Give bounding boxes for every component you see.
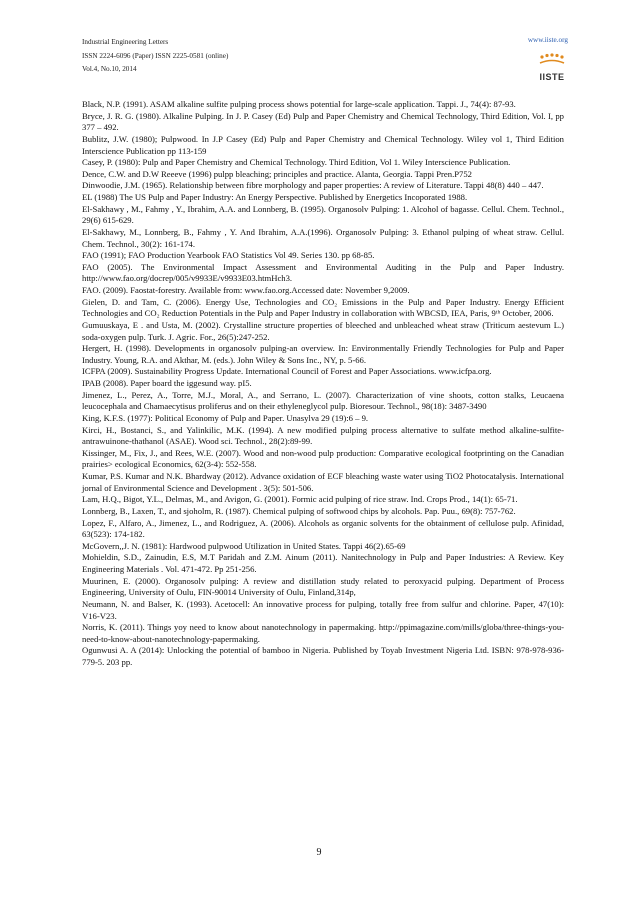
reference-entry: King, K.F.S. (1977): Political Economy of Pulp and Paper. Unasylva 29 (19):6 – 9. bbox=[82, 412, 369, 423]
reference-entry: Black, N.P. (1991). ASAM alkaline sulfite pulping process shows potential for large-scale application. Tappi. J., 74(4): 87-93. bbox=[82, 99, 516, 109]
reference-entry: Gielen, D. and Tam, C. (2006). Energy Use, Technologies and CO₂ Emissions in the Pulp and Paper Industry. Energy Efficient Technologies and CO₂ Reduction Potentials in the Pulp and Paper Industry in collaboration with WBCSD, IEA, Paris, 9ᵗʰ October, 2006. bbox=[82, 296, 564, 319]
reference-entry: EL (1988) The US Pulp and Paper Industry: An Energy Perspective. Published by Energetics Incoporated 1988. bbox=[82, 192, 468, 202]
journal-issn: ISSN 2224-6096 (Paper) ISSN 2225-0581 (online) bbox=[82, 51, 229, 60]
journal-url-link[interactable]: www.iiste.org bbox=[527, 36, 568, 44]
journal-volume: Vol.4, No.10, 2014 bbox=[82, 65, 137, 73]
reference-entry: El-Sakhawy, M., Lonnberg, B., Fahmy , Y. And Ibrahim, A.A.(1996). Organosolv Pulping: 3. Ethanol pulping of wheat straw. Cellul. Chem. Technol., 30(2): 161-174. bbox=[82, 226, 564, 249]
reference-entry: Casey, P. (1980): Pulp and Paper Chemistry and Chemical Technology. Third Edition, Vol 1. Wiley Interscience Publication. bbox=[82, 157, 511, 168]
reference-entry: Gumuuskaya, E . and Usta, M. (2002). Crystalline structure properties of bleeched and unbleached wheat straw (Triticum aestevum L.) soda-oxygen pulp. Turk. J. Agric. For., 26(5):247-252. bbox=[82, 319, 564, 342]
reference-entry: Norris, K. (2011). Things yoy need to know about nanotechnology in papermaking. http://ppimagazine.com/mills/globa/three-things-you-need-to-know-about-nanotechnology-papermaking. bbox=[82, 622, 564, 644]
reference-entry: Neumann, N. and Balser, K. (1993). Acetocell: An innovative process for pulping, totally free from sulfur and chlorine. Paper, 47(10): V16-V23. bbox=[82, 598, 564, 621]
reference-entry: Kissinger, M., Fix, J., and Rees, W.E. (2007). Wood and non-wood pulp production: Comparative ecological footprinting on the Canadian prairies> ecological Economics, 62(3-4): 552-558. bbox=[82, 447, 564, 470]
reference-entry: Lopez, F., Alfaro, A., Jimenez, L., and Rodriguez, A. (2006). Alcohols as organic solvents for the obtainment of cellulose pulp. Afinidad, 63(523): 174-182. bbox=[82, 517, 564, 540]
journal-header bbox=[82, 36, 228, 77]
reference-entry: Mohieldin, S.D., Zainudin, E.S, M.T Paridah and Z.M. Ainum (2011). Nanitechnology in Pulp and Paper Industries: A Review. Key Engineering Materials . Vol. 471-472. Pp 251-256. bbox=[82, 552, 564, 574]
reference-entry: ICFPA (2009). Sustainability Progress Update. International Council of Forest and Paper Associations. www.icfpa.org. bbox=[82, 366, 492, 377]
reference-entry: Jimenez, L., Perez, A., Torre, M.J., Moral, A., and Serrano, L. (2007). Characterization of vine shoots, cotton stalks, Leucaena leucocephala and Chamaecytisus proliferus and on their ethyleneglycol pulp. Bioresour. Technol., 98(18): 3487-3490 bbox=[82, 389, 564, 412]
reference-entry: Hergert, H. (1998). Developments in organosolv pulping-an overview. In: Environmentally Friendly Technologies for Pulp and Paper Industry. Young, R.A. and Akthar, M. (eds.). John Wiley & Sons Inc., NY, p. 5-66. bbox=[82, 343, 564, 365]
reference-list bbox=[82, 99, 564, 669]
reference-entry: Muurinen, E. (2000). Organosolv pulping: A review and distillation study related to peroxyacid pulping. Department of Process Engineering, University of Oulu, FIN-90014 University of Oulu, Finland,314p, bbox=[82, 575, 564, 598]
reference-entry: Dence, C.W. and D.W Reeeve (1996) pulpp bleaching; principles and practice. Alanta, Georgia. Tappi Pren.P752 bbox=[82, 168, 472, 179]
reference-entry: FAO. (2009). Faostat-forestry. Available from: www.fao.org.Accessed date: November 9,2009. bbox=[82, 285, 410, 295]
journal-title: Industrial Engineering Letters bbox=[82, 38, 169, 46]
reference-entry: Dinwoodie, J.M. (1965). Relationship between fibre morphology and paper properties: A review of Literature. Tappi 48(8) 440 – 447. bbox=[82, 180, 544, 191]
reference-entry: Bublitz, J.W. (1980); Pulpwood. In J.P Casey (Ed) Pulp and Paper Chemistry and Chemical Technology. Wiley vol 1, Third Edition Interscience Publication pp 113-159 bbox=[82, 133, 564, 156]
reference-entry: Kirci, H., Bostanci, S., and Yalinkilic, M.K. (1994). A new modified pulping process alternative to sulfate method alkaline-sulfite-antrawuinone-thathanol (ASAE). Wood sci. Technol., 28(2):89-99. bbox=[82, 424, 564, 447]
reference-entry: McGovern,,J. N. (1981): Hardwood pulpwood Utilization in United States. Tappi 46(2).65-69 bbox=[82, 540, 406, 551]
reference-entry: El-Sakhawy , M., Fahmy , Y., Ibrahim, A.A. and Lonnberg, B. (1995). Organosolv Pulping: 1. Alcohol of bagasse. Cellul. Chem. Technol., 29(6) 615-629. bbox=[82, 203, 564, 226]
reference-entry: Bryce, J. R. G. (1980). Alkaline Pulping. In J. P. Casey (Ed) Pulp and Paper Chemistry and Chemical Technology, Third Edition, Vol. I, pp 377 – 492. bbox=[82, 110, 564, 133]
reference-entry: FAO (1991); FAO Production Yearbook FAO Statistics Vol 49. Series 130. pp 68-85. bbox=[82, 250, 375, 261]
reference-entry: Lonnberg, B., Laxen, T., and sjoholm, R. (1987). Chemical pulping of softwood chips by alcohols. Pap. Puu., 69(8): 757-762. bbox=[82, 505, 516, 516]
reference-entry: Kumar, P.S. Kumar and N.K. Bhardway (2012). Advance oxidation of ECF bleaching waste water using TiO2 Photocatalysis. International jornal of Environmental Science and Development . 3(5): 501-506. bbox=[82, 471, 564, 493]
page-number: 9 bbox=[316, 847, 322, 858]
reference-entry: FAO (2005). The Environmental Impact Assessment and Environmental Auditing in the Pulp and Paper Industry. http://www.fao.org/docrep/005/v9933E/v9933E03.htmHch3. bbox=[82, 261, 564, 284]
reference-entry: IPAB (2008). Paper board the iggesund way. pI5. bbox=[82, 378, 252, 388]
logo-text: IISTE bbox=[539, 72, 565, 82]
reference-entry: Ogunwusi A. A (2014): Unlocking the potential of bamboo in Nigeria. Published by Toyab Investment Nigeria Ltd. ISBN: 978-978-936-779-5. 203 pp. bbox=[82, 645, 564, 667]
iiste-logo-icon bbox=[536, 52, 568, 82]
reference-entry: Lam, H.Q., Bigot, Y.L., Delmas, M., and Avigon, G. (2001). Formic acid pulping of rice straw. Ind. Crops Prod., 14(1): 65-71. bbox=[82, 494, 518, 505]
